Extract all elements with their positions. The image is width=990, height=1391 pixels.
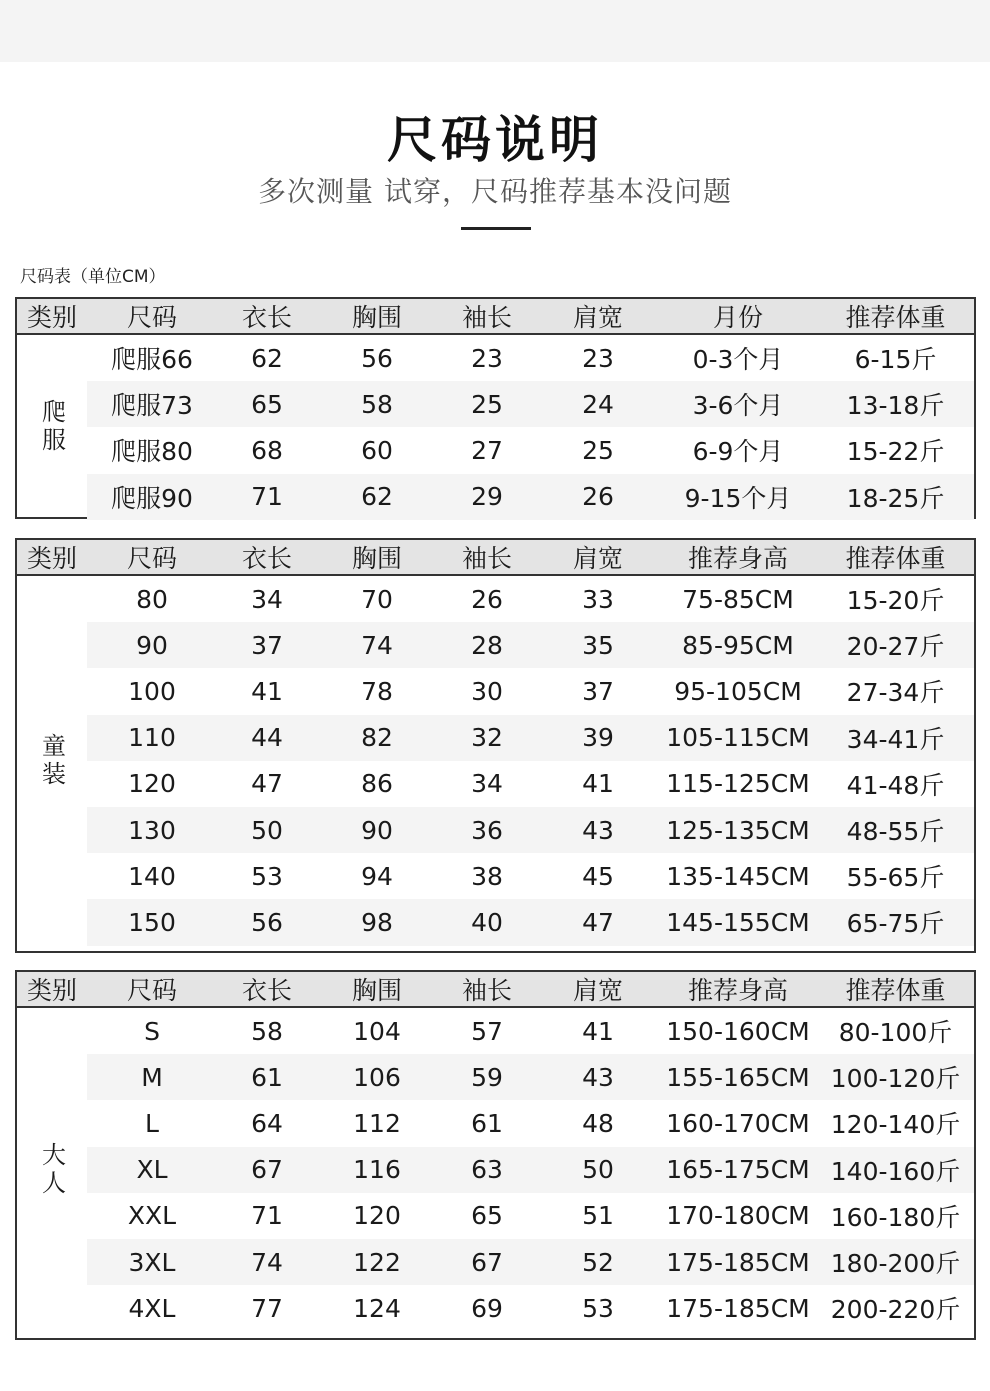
header-cell: 类别 [26,303,77,332]
table-cell: 130 [128,815,176,845]
table-body [17,1008,974,1331]
table-cell: 50 [251,815,283,845]
table-cell: 80 [136,584,168,614]
header-cell: 衣长 [241,976,292,1005]
table-cell: 爬服73 [111,391,193,421]
table-cell: 124 [353,1293,401,1323]
table-cell: 38 [471,861,503,891]
table-cell: 74 [361,630,393,660]
table-cell: 15-22斤 [846,437,945,467]
table-cell: 64 [251,1108,283,1138]
table-cell: 25 [471,389,503,419]
table-cell: 35 [582,630,614,660]
table-cell: 15-20斤 [846,586,945,616]
table-cell: 170-180CM [666,1201,810,1231]
table-cell: 34-41斤 [846,724,945,754]
table-cell: 26 [471,584,503,614]
table-cell: 41 [582,1016,614,1046]
header-cell: 衣长 [241,544,292,573]
table-cell: 110 [128,723,176,753]
table-cell: 52 [582,1247,614,1277]
table-cell: 37 [582,676,614,706]
header-cell: 推荐身高 [687,544,788,573]
table-cell: 36 [471,815,503,845]
table-row [87,1100,974,1146]
header-cell: 胸围 [351,303,402,332]
table-cell: 150 [128,907,176,937]
table-cell: 37 [251,630,283,660]
category-label: 大人 [37,1141,66,1198]
table-cell: 95-105CM [674,676,802,706]
header-cell: 月份 [712,303,763,332]
table-cell: 28 [471,630,503,660]
header-cell: 肩宽 [572,544,623,573]
table-cell: 41 [582,769,614,799]
table-cell: 53 [582,1293,614,1323]
table-cell: 69 [471,1293,503,1323]
table-row [87,715,974,761]
table-cell: 32 [471,723,503,753]
table-cell: 4XL [128,1293,176,1323]
header-cell: 胸围 [351,544,402,573]
table-cell: 57 [471,1016,503,1046]
table-cell: 62 [361,482,393,512]
table-row [87,1285,974,1331]
table-cell: 18-25斤 [846,483,945,513]
header-cell: 袖长 [461,544,512,573]
table-cell: 86 [361,769,393,799]
table-cell: 70 [361,584,393,614]
category-label: 童装 [37,732,66,789]
table-row [87,474,974,520]
title-divider [461,227,531,230]
table-cell: 120 [128,769,176,799]
table-cell: 85-95CM [682,630,794,660]
table-cell: 100 [128,676,176,706]
table-cell: 56 [251,907,283,937]
table-row [87,1193,974,1239]
table-row [87,899,974,945]
header-cell: 胸围 [351,976,402,1005]
header-cell: 推荐体重 [845,976,946,1005]
table-cell: 29 [471,482,503,512]
table-row [87,622,974,668]
table-cell: 145-155CM [666,907,810,937]
table-cell: 39 [582,723,614,753]
page-title: 尺码说明 [387,111,603,169]
table-cell: 23 [582,343,614,373]
table-cell: 56 [361,343,393,373]
table-cell: M [141,1062,163,1092]
size-table-kids [15,538,976,953]
table-cell: 155-165CM [666,1062,810,1092]
table-cell: XXL [127,1201,177,1231]
table-cell: 125-135CM [666,815,810,845]
table-cell: 160-170CM [666,1108,810,1138]
header-cell: 衣长 [241,303,292,332]
table-row [87,853,974,899]
table-cell: 51 [582,1201,614,1231]
table-cell: 65 [251,389,283,419]
table-cell: 43 [582,1062,614,1092]
table-cell: 75-85CM [682,584,794,614]
header-cell: 尺码 [126,976,177,1005]
page-subtitle: 多次测量 试穿，尺码推荐基本没问题 [258,175,732,208]
table-cell: 122 [353,1247,401,1277]
header-cell: 推荐体重 [845,544,946,573]
table-header [17,972,974,1008]
table-row [87,668,974,714]
table-cell: 41 [251,676,283,706]
table-cell: 45 [582,861,614,891]
table-body [17,335,974,520]
table-cell: 26 [582,482,614,512]
table-cell: 61 [471,1108,503,1138]
table-cell: S [144,1016,160,1046]
table-cell: 116 [353,1155,401,1185]
table-cell: 3-6个月 [692,391,784,421]
header-cell: 袖长 [461,303,512,332]
table-cell: 105-115CM [666,723,810,753]
table-cell: 135-145CM [666,861,810,891]
table-cell: 3XL [128,1247,176,1277]
table-row [87,1239,974,1285]
table-cell: 47 [582,907,614,937]
table-row [87,807,974,853]
header-cell: 推荐身高 [687,976,788,1005]
top-band [0,0,990,62]
table-cell: 0-3个月 [692,345,784,375]
table-header [17,299,974,335]
table-cell: 47 [251,769,283,799]
table-cell: 120 [353,1201,401,1231]
table-cell: 104 [353,1016,401,1046]
table-row [87,761,974,807]
table-cell: L [145,1108,159,1138]
table-cell: 50 [582,1155,614,1185]
table-cell: 150-160CM [666,1016,810,1046]
table-cell: 58 [361,389,393,419]
table-row [87,1054,974,1100]
table-cell: 34 [251,584,283,614]
header-cell: 推荐体重 [845,303,946,332]
table-cell: 175-185CM [666,1293,810,1323]
table-row [87,1008,974,1054]
table-cell: 59 [471,1062,503,1092]
table-cell: 41-48斤 [846,770,945,800]
table-cell: 33 [582,584,614,614]
size-table-adults [15,970,976,1340]
table-cell: 120-140斤 [830,1110,961,1140]
header-cell: 类别 [26,976,77,1005]
table-cell: 27-34斤 [846,678,945,708]
table-cell: 200-220斤 [830,1295,961,1325]
table-cell: 63 [471,1155,503,1185]
table-body [17,576,974,946]
table-cell: 58 [251,1016,283,1046]
table-cell: 30 [471,676,503,706]
table-cell: 90 [361,815,393,845]
table-row [87,1147,974,1193]
table-cell: 62 [251,343,283,373]
table-cell: 140-160斤 [830,1156,961,1186]
table-cell: 67 [251,1155,283,1185]
table-cell: 115-125CM [666,769,810,799]
category-label: 爬服 [37,399,66,456]
table-cell: 44 [251,723,283,753]
table-cell: 71 [251,482,283,512]
table-cell: 140 [128,861,176,891]
table-cell: 27 [471,435,503,465]
table-cell: 175-185CM [666,1247,810,1277]
table-row [87,576,974,622]
header-cell: 肩宽 [572,976,623,1005]
table-cell: 34 [471,769,503,799]
table-cell: 90 [136,630,168,660]
table-cell: 53 [251,861,283,891]
table-cell: 106 [353,1062,401,1092]
header-cell: 尺码 [126,544,177,573]
table-cell: 13-18斤 [846,391,945,421]
table-cell: 65-75斤 [846,909,945,939]
table-cell: 74 [251,1247,283,1277]
table-cell: 77 [251,1293,283,1323]
table-row [87,427,974,473]
table-cell: 24 [582,389,614,419]
table-cell: 61 [251,1062,283,1092]
table-cell: 20-27斤 [846,632,945,662]
table-cell: 9-15个月 [684,483,792,513]
table-cell: 6-9个月 [692,437,784,467]
table-cell: 98 [361,907,393,937]
table-cell: 165-175CM [666,1155,810,1185]
table-cell: 60 [361,435,393,465]
table-cell: 78 [361,676,393,706]
table-cell: 100-120斤 [830,1064,961,1094]
table-header [17,540,974,576]
table-cell: 94 [361,861,393,891]
table-cell: 68 [251,435,283,465]
table-cell: 67 [471,1247,503,1277]
table-cell: 80-100斤 [838,1018,953,1048]
table-cell: 爬服80 [111,437,193,467]
table-cell: 6-15斤 [854,345,937,375]
table-cell: 48 [582,1108,614,1138]
header-cell: 尺码 [126,303,177,332]
table-cell: 爬服90 [111,483,193,513]
table-cell: 160-180斤 [830,1202,961,1232]
table-cell: 40 [471,907,503,937]
table-cell: 爬服66 [111,345,193,375]
table-cell: 25 [582,435,614,465]
table-row [87,335,974,381]
table-cell: XL [136,1155,168,1185]
table-cell: 180-200斤 [830,1249,961,1279]
size-table-rompers [15,297,976,519]
table-cell: 65 [471,1201,503,1231]
table-row [87,381,974,427]
header-cell: 类别 [26,544,77,573]
table-cell: 43 [582,815,614,845]
table-cell: 71 [251,1201,283,1231]
table-cell: 48-55斤 [846,817,945,847]
table-cell: 112 [353,1108,401,1138]
table-cell: 23 [471,343,503,373]
table-cell: 82 [361,723,393,753]
table-caption: 尺码表（单位CM） [20,267,166,287]
header-cell: 肩宽 [572,303,623,332]
header-cell: 袖长 [461,976,512,1005]
table-cell: 55-65斤 [846,863,945,893]
